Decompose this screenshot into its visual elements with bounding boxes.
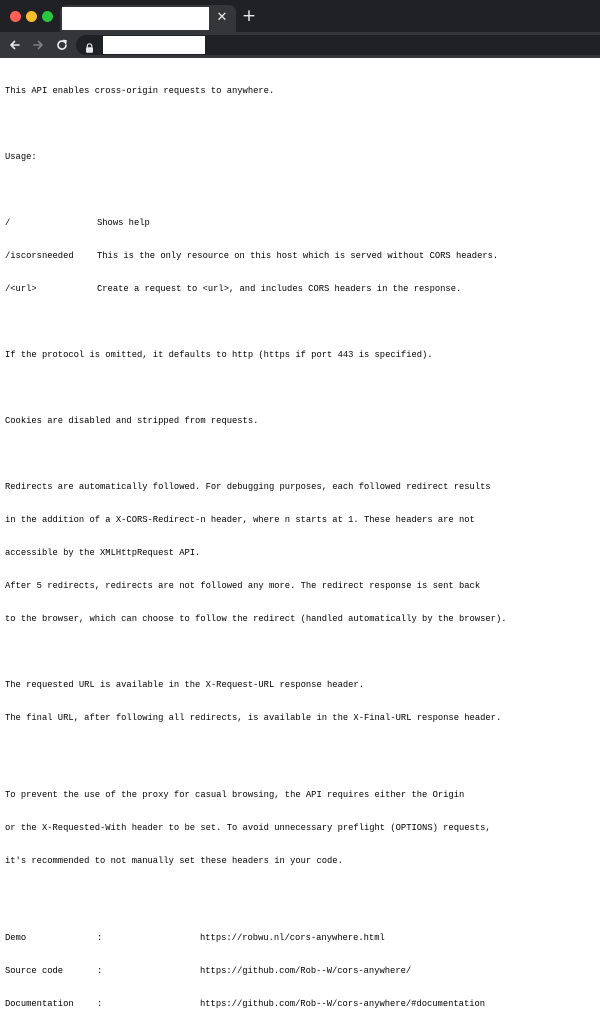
url-text[interactable]	[103, 36, 205, 54]
browser-tab[interactable]	[60, 5, 236, 32]
reload-icon[interactable]	[53, 36, 71, 54]
link-label: Source code	[5, 966, 64, 976]
redirects-line: After 5 redirects, redirects are not followed any more. The redirect response is sent back	[5, 581, 481, 591]
url-header-line: The requested URL is available in the X-Request-URL response header.	[5, 680, 364, 690]
proxy-note-line: To prevent the use of the proxy for casual browsing, the API requires either the Origin	[5, 790, 465, 800]
plus-icon[interactable]: +	[241, 6, 257, 26]
link-label: Documentation	[5, 999, 74, 1009]
usage-desc: Create a request to <url>, and includes CORS headers in the response.	[97, 284, 462, 294]
redirects-line: accessible by the XMLHttpRequest API.	[5, 548, 201, 558]
intro-text: This API enables cross-origin requests to anywhere.	[5, 86, 275, 96]
tab-title	[62, 7, 209, 30]
window-maximize-button[interactable]	[42, 11, 53, 22]
browser-toolbar	[0, 32, 600, 58]
arrow-right-icon[interactable]	[29, 36, 47, 54]
lock-icon	[85, 40, 94, 50]
documentation-link[interactable]: https://github.com/Rob--W/cors-anywhere/#documentation	[200, 999, 486, 1009]
proxy-note-line: or the X-Requested-With header to be set. To avoid unnecessary preflight (OPTIONS) requests,	[5, 823, 491, 833]
protocol-note: If the protocol is omitted, it defaults to http (https if port 443 is specified).	[5, 350, 433, 360]
usage-path: /<url>	[5, 284, 37, 294]
usage-desc: Shows help	[97, 218, 150, 228]
page-content	[0, 58, 600, 1009]
window-close-button[interactable]	[10, 11, 21, 22]
url-header-line: The final URL, after following all redirects, is available in the X-Final-URL response header.	[5, 713, 502, 723]
address-bar[interactable]	[76, 35, 600, 55]
link-label: Demo	[5, 933, 27, 943]
tab-strip	[0, 0, 600, 32]
close-icon[interactable]: ✕	[216, 10, 228, 25]
usage-label: Usage:	[5, 152, 37, 162]
usage-path: /iscorsneeded	[5, 251, 74, 261]
usage-row	[5, 218, 597, 229]
link-row	[5, 999, 597, 1010]
usage-path: /	[5, 218, 11, 228]
window-minimize-button[interactable]	[26, 11, 37, 22]
link-separator: :	[97, 966, 103, 976]
help-text	[5, 64, 597, 1032]
proxy-note-line: it's recommended to not manually set these headers in your code.	[5, 856, 343, 866]
demo-link[interactable]: https://robwu.nl/cors-anywhere.html	[200, 933, 385, 943]
usage-row	[5, 284, 597, 295]
link-row	[5, 966, 597, 977]
link-separator: :	[97, 933, 103, 943]
redirects-line: to the browser, which can choose to follow the redirect (handled automatically by the browser).	[5, 614, 507, 624]
usage-row	[5, 251, 597, 262]
arrow-left-icon[interactable]	[6, 36, 24, 54]
link-separator: :	[97, 999, 103, 1009]
link-row	[5, 933, 597, 944]
usage-desc: This is the only resource on this host which is served without CORS headers.	[97, 251, 499, 261]
redirects-line: Redirects are automatically followed. For debugging purposes, each followed redirect results	[5, 482, 491, 492]
source-code-link[interactable]: https://github.com/Rob--W/cors-anywhere/	[200, 966, 412, 976]
cookies-note: Cookies are disabled and stripped from requests.	[5, 416, 259, 426]
redirects-line: in the addition of a X-CORS-Redirect-n header, where n starts at 1. These headers are not	[5, 515, 475, 525]
